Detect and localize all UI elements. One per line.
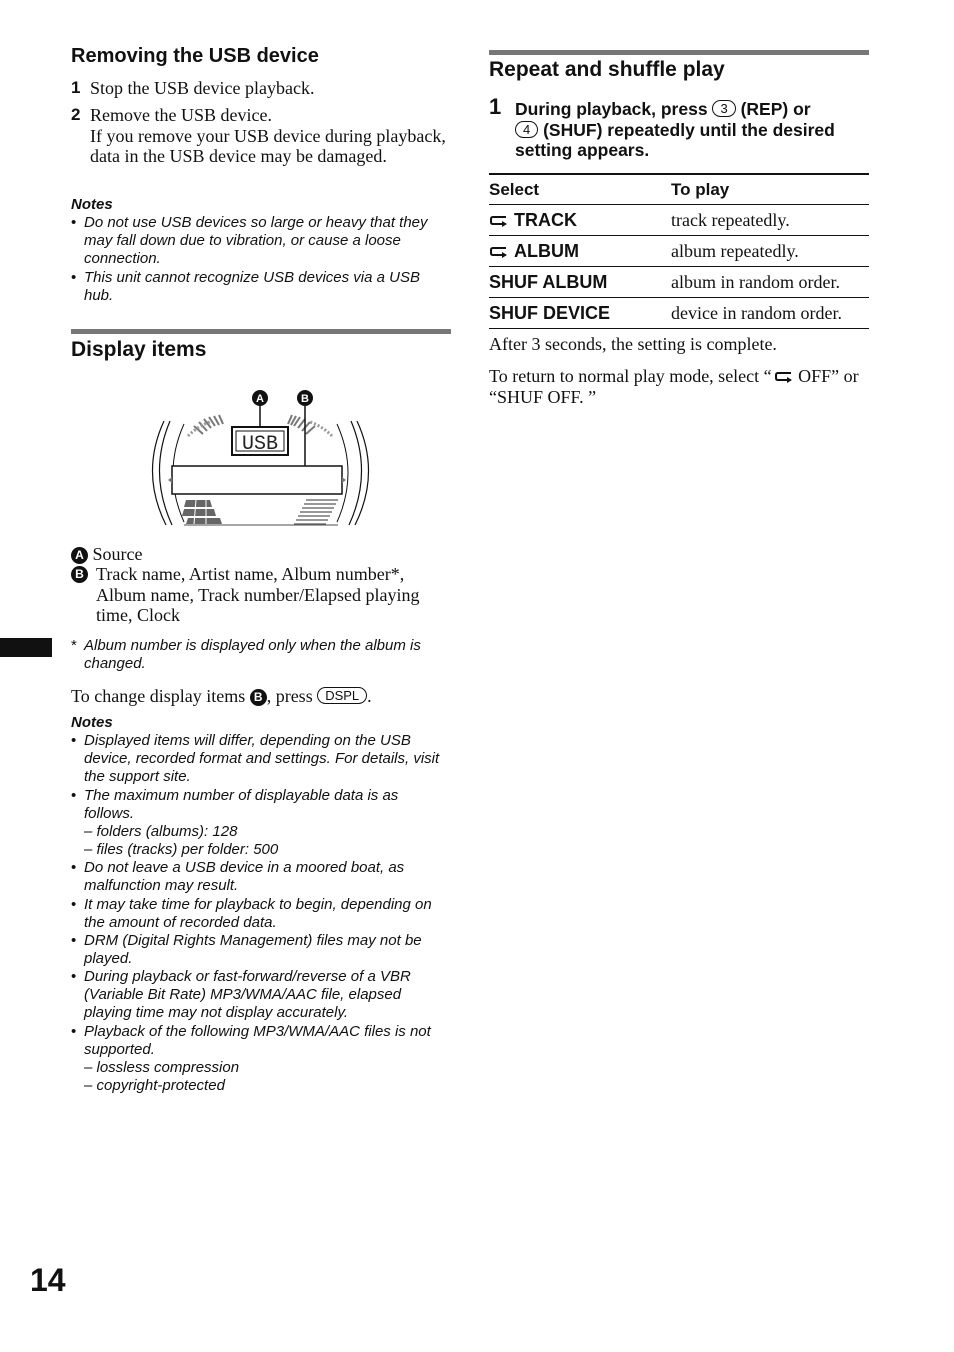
step-body	[90, 105, 450, 167]
select-cell	[489, 205, 671, 236]
repeat-icon	[774, 370, 794, 384]
table-row	[489, 236, 869, 267]
lcd-source-text: USB	[241, 433, 279, 456]
bullet: •	[71, 1023, 77, 1040]
change-mid: , press	[266, 686, 313, 706]
note-sub: – lossless compression	[84, 1059, 240, 1076]
bullet: •	[71, 732, 77, 749]
page-number: 14	[30, 1262, 66, 1298]
removing-usb-heading: Removing the USB device	[71, 45, 319, 67]
repeat-shuffle-heading: Repeat and shuffle play	[489, 58, 725, 81]
select-label: ALBUM	[514, 240, 579, 261]
select-cell: SHUF ALBUM	[489, 267, 671, 298]
bullet: •	[71, 859, 77, 876]
return-mid: OFF” or “SHUF OFF. ”	[489, 366, 859, 407]
note-text: It may take time for playback to begin, depending on the amount of recorded data.	[84, 896, 432, 931]
note-text: Do not use USB devices so large or heavy that they may fall down due to vibration, or cause a loose connection.	[84, 214, 428, 267]
note-text: DRM (Digital Rights Management) files may not be played.	[84, 932, 422, 967]
return-pre: To return to normal play mode, select “	[489, 366, 772, 386]
display-items-heading: Display items	[71, 338, 207, 361]
marker-b: B	[71, 566, 88, 583]
select-cell: SHUF DEVICE	[489, 298, 671, 329]
callout-a: A	[256, 393, 264, 405]
section-rule	[71, 329, 451, 334]
key-3: 3	[712, 100, 735, 117]
dspl-key: DSPL	[317, 687, 367, 704]
after-text: After 3 seconds, the setting is complete.	[489, 334, 777, 354]
marker-a: A	[71, 547, 88, 564]
play-cell: track repeatedly.	[671, 205, 869, 236]
note-text: Playback of the following MP3/WMA/AAC files is not supported.	[84, 1023, 431, 1058]
table-row	[489, 267, 869, 298]
note-text: During playback or fast-forward/reverse of a VBR (Variable Bit Rate) MP3/WMA/AAC file, elapsed playing time may not display accurately.	[84, 968, 411, 1021]
marker-b: B	[250, 689, 267, 706]
step-text: Remove the USB device.	[90, 105, 272, 125]
change-display-line	[71, 686, 451, 707]
step-number: 1	[71, 78, 81, 97]
step-detail: If you remove your USB device during playback, data in the USB device may be damaged.	[90, 125, 446, 166]
note-text: Displayed items will differ, depending on the USB device, recorded format and settings. For details, visit the support site.	[84, 732, 440, 785]
col-header-to-play: To play	[671, 174, 869, 205]
bullet: •	[71, 896, 77, 913]
play-cell: album in random order.	[671, 267, 869, 298]
note-text: This unit cannot recognize USB devices via a USB hub.	[84, 269, 420, 304]
col-header-select: Select	[489, 174, 671, 205]
notes-title: Notes	[71, 714, 113, 731]
legend-a-text: Source	[92, 544, 143, 564]
bullet: •	[71, 787, 77, 804]
table-header-row	[489, 174, 869, 205]
step-number: 1	[489, 94, 502, 119]
step-mid1: (REP) or	[740, 99, 811, 119]
step-number: 2	[71, 105, 81, 124]
play-cell: device in random order.	[671, 298, 869, 329]
section-tab-marker	[0, 638, 52, 657]
repeat-step-text	[515, 99, 869, 161]
play-cell: album repeatedly.	[671, 236, 869, 267]
change-pre: To change display items	[71, 686, 246, 706]
bullet: •	[71, 932, 77, 949]
bullet: •	[71, 269, 77, 286]
repeat-shuffle-table	[489, 173, 869, 329]
note-body	[84, 1023, 450, 1095]
note-sub: – folders (albums): 128	[84, 823, 238, 840]
notes-title: Notes	[71, 196, 113, 213]
asterisk: *	[71, 637, 77, 654]
key-4: 4	[515, 121, 538, 138]
select-cell	[489, 236, 671, 267]
legend-a	[71, 544, 451, 565]
note-sub: – files (tracks) per folder: 500	[84, 841, 279, 858]
step-text: Stop the USB device playback.	[90, 78, 315, 98]
bullet: •	[71, 214, 77, 231]
note-body	[84, 787, 450, 859]
footnote-text: Album number is displayed only when the album is changed.	[84, 637, 421, 672]
step-pre: During playback, press	[515, 99, 708, 119]
note-text: The maximum number of displayable data is as follows.	[84, 787, 399, 822]
table-row	[489, 205, 869, 236]
select-label: TRACK	[514, 209, 577, 230]
section-rule	[489, 50, 869, 55]
change-post: .	[367, 686, 372, 706]
note-text: Do not leave a USB device in a moored boat, as malfunction may result.	[84, 859, 405, 894]
legend-b-text: Track name, Artist name, Album number*, Album name, Track number/Elapsed playing time, Clock	[96, 564, 420, 625]
bullet: •	[71, 968, 77, 985]
table-row	[489, 298, 869, 329]
callout-b: B	[301, 393, 309, 405]
display-diagram	[148, 386, 373, 528]
note-sub: – copyright-protected	[84, 1077, 225, 1094]
repeat-icon	[489, 214, 509, 228]
return-text	[489, 366, 869, 407]
step-mid2: (SHUF) repeatedly until the desired setting appears.	[515, 119, 835, 160]
repeat-icon	[489, 245, 509, 259]
